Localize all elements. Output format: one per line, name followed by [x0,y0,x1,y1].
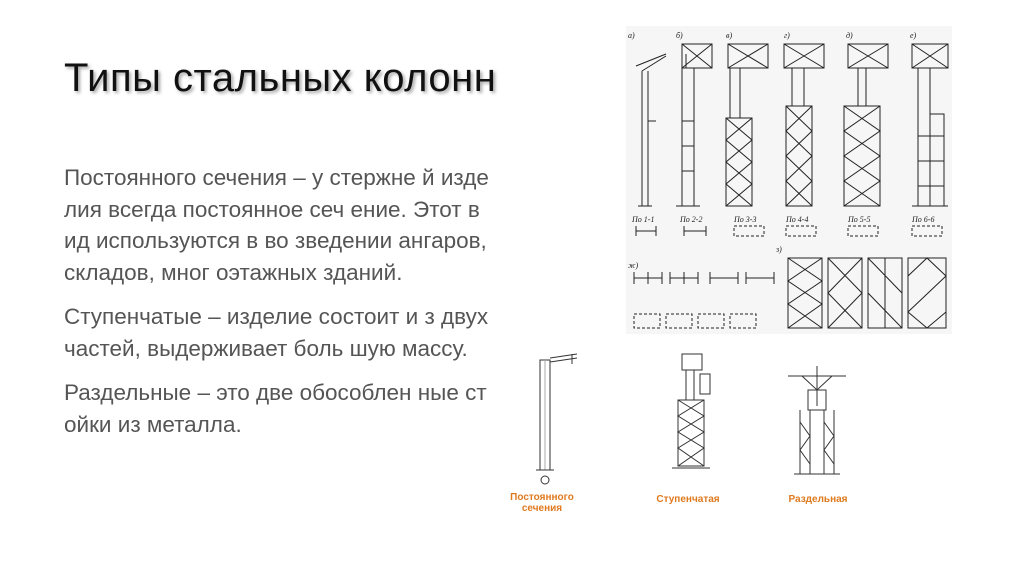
separate-column-drawing [782,366,852,482]
section-label-5: По 5-5 [848,215,871,224]
section-label-3: По 3-3 [734,215,757,224]
paragraph-stepped: Ступенчатые – изделие состоит и з двух частей, выдерживает боль шую массу. [64,304,489,361]
paragraph-separate: Раздельные – это две обособлен ные стойки из металла. [64,380,487,437]
paragraph-constant-section: Постоянного сечения – у стержне й изделия всегда постоянное сеч ение. Этот вид используются в во зведении ангаров, складов, мног оэтажных зданий. [64,165,489,285]
section-label-4: По 4-4 [786,215,809,224]
panel-letter-d: д) [846,31,853,40]
section-label-6: По 6-6 [912,215,935,224]
panel-letter-zh: ж) [628,261,639,270]
panel-letter-z: з) [776,245,782,254]
column-types-drawing [626,26,952,334]
section-label-2: По 2-2 [680,215,703,224]
caption-stepped: Ступенчатая [656,494,720,505]
panel-letter-v: в) [726,31,733,40]
caption-constant-section: Постоянного сечения [510,492,574,514]
stepped-column-drawing [660,350,720,482]
caption-separate: Раздельная [788,494,848,505]
constant-section-column-drawing [522,350,582,490]
panel-letter-e: е) [910,31,917,40]
panel-letter-b: б) [676,31,683,40]
panel-letter-a: а) [628,31,635,40]
section-label-1: По 1-1 [632,215,655,224]
slide-body [64,162,489,453]
panel-letter-g: г) [784,31,790,40]
slide-title: Типы стальных колонн [64,56,497,100]
